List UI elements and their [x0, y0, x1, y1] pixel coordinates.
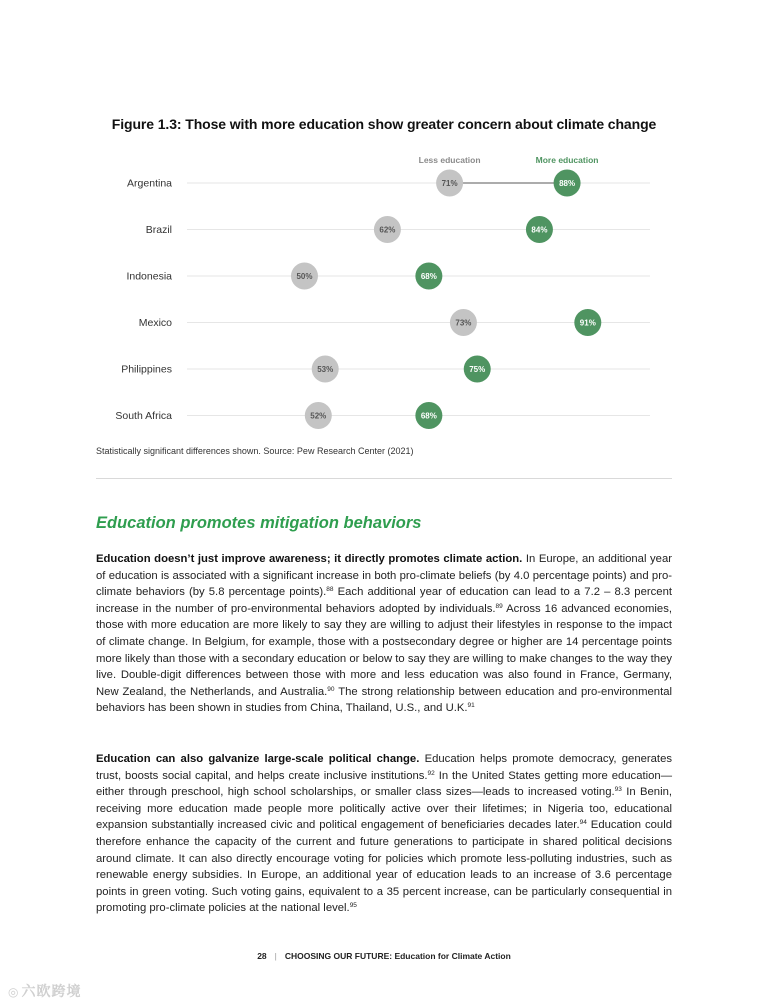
- footnote-ref: 88: [326, 586, 334, 594]
- category-label-argentina: Argentina: [127, 177, 172, 190]
- paragraph-text: The strong relationship between education and pro-environmental behaviors has been shown in studies from China, Thailand, U.S., and U.K.: [96, 685, 673, 715]
- footnote-ref: 93: [614, 786, 622, 794]
- paragraph-lead: Education doesn’t just improve awareness; it directly promotes climate action.: [96, 553, 523, 565]
- value-label-more-indonesia: 68%: [420, 272, 437, 281]
- footnote-ref: 94: [579, 819, 587, 827]
- footer-separator: |: [274, 951, 277, 961]
- legend-less-education: Less education: [418, 155, 481, 165]
- category-label-south-africa: South Africa: [115, 410, 172, 422]
- value-label-more-brazil: 84%: [531, 225, 548, 235]
- paragraph-text: In the United States getting more education—either through preschool, high school scholarships, or smaller class sizes—leads to increased voting.: [96, 769, 672, 799]
- footnote-ref: 95: [349, 902, 357, 910]
- value-label-less-brazil: 62%: [379, 225, 396, 235]
- category-label-philippines: Philippines: [121, 363, 172, 376]
- figure-source: Statistically significant differences shown. Source: Pew Research Center (2021): [96, 446, 414, 456]
- divider: [96, 478, 672, 479]
- paragraph-text: Across 16 advanced economies, those with more education are more likely to say they are willing to adjust their lifestyles in response to the impact of climate change. In Belgium, for example, those with a postsecondary degree or higher are 14 percentage points more likely than those with a secondary education or below to say they are willing to make changes to the way they live. Double-digit differences between those with more and less education was also found in France, Germany, New Zealand, the Netherlands, and Australia.: [96, 602, 672, 698]
- dot-plot-chart: [0, 140, 768, 440]
- footnote-ref: 91: [467, 702, 475, 710]
- page-footer: [0, 951, 768, 961]
- paragraph-text: Each additional year of education can lead to a 7.2 – 8.3 percent increase in the number of pro-environmental behaviors adopted by individuals.: [96, 586, 672, 615]
- page-number: 28: [257, 951, 267, 961]
- paragraph-mitigation: [96, 551, 672, 717]
- paragraph-text: Education helps promote democracy, generates trust, boosts social capital, and helps create inclusive institutions.: [96, 753, 672, 782]
- paragraph-text: In Europe, an additional year of education is associated with a significant increase in both pro-climate beliefs (by 4.0 percentage points) and pro-climate behaviors (by 5.8 percentage points).: [96, 553, 672, 599]
- value-label-more-argentina: 88%: [559, 179, 576, 188]
- paragraph-text: In Benin, receiving more education made people more politically active over their lifetimes; in Nigeria too, educational expansion substantially increased civic and political engagement of beneficiaries decades later.: [96, 786, 673, 832]
- value-label-more-mexico: 91%: [579, 318, 596, 328]
- value-label-more-south-africa: 68%: [420, 411, 437, 421]
- paragraph-political-change: [96, 751, 672, 917]
- category-label-indonesia: Indonesia: [126, 270, 172, 283]
- category-label-brazil: Brazil: [145, 224, 172, 236]
- watermark: [8, 981, 81, 1001]
- footnote-ref: 92: [427, 769, 435, 777]
- footnote-ref: 89: [495, 602, 503, 610]
- category-label-mexico: Mexico: [138, 317, 172, 329]
- value-label-less-argentina: 71%: [441, 179, 458, 188]
- paragraph-lead: Education can also galvanize large-scale political change.: [96, 753, 420, 765]
- value-label-less-south-africa: 52%: [310, 411, 327, 421]
- value-label-less-indonesia: 50%: [296, 272, 313, 281]
- section-heading: Education promotes mitigation behaviors: [96, 514, 422, 532]
- footnote-ref: 90: [327, 685, 335, 693]
- footer-title: CHOOSING OUR FUTURE: Education for Climate Action: [284, 951, 511, 961]
- value-label-more-philippines: 75%: [469, 365, 486, 374]
- legend-more-education: More education: [535, 155, 599, 165]
- watermark-text: 六欧跨境: [21, 983, 82, 999]
- paragraph-text: Education could therefore enhance the capacity of the current and future generations to participate in shared political decisions around climate. It can also directly encourage voting for policies which promote less-polluting industries, such as renewable energy subsidies. In Europe, an additional year of education leads to an increase of 3.6 percentage points in green voting. Such voting gains, equivalent to a 35 percent increase, can be particularly consequential in promoting pro-climate policies at the national level.: [96, 819, 672, 915]
- camera-watermark-icon: ◎: [8, 985, 20, 999]
- value-label-less-philippines: 53%: [317, 365, 334, 374]
- figure-title: Figure 1.3: Those with more education show greater concern about climate change: [111, 116, 657, 132]
- value-label-less-mexico: 73%: [455, 318, 472, 328]
